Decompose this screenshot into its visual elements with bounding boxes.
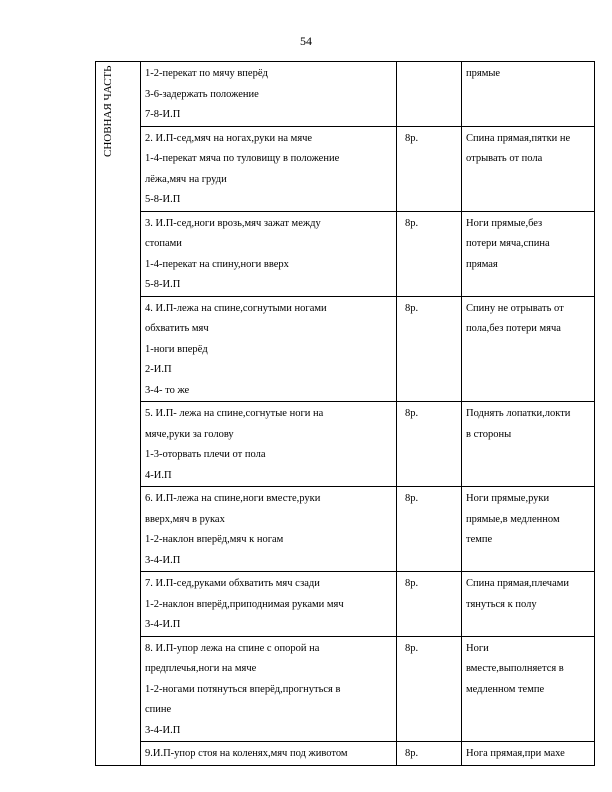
exercise-line: 3-6-задержать положение: [145, 88, 259, 100]
exercise-line: 5-8-И.П: [145, 279, 181, 290]
exercise-line: 5. И.П- лежа на спине,согнутые ноги на: [145, 408, 324, 419]
table-row: [96, 402, 595, 487]
note-cell: [462, 296, 595, 402]
exercise-line: 4. И.П-лежа на спине,согнутыми ногами: [145, 302, 327, 314]
table-row: [96, 636, 595, 742]
note-line: Ноги: [466, 642, 489, 654]
dose-cell: [397, 296, 462, 402]
section-cell: [96, 62, 141, 766]
dose-cell: [397, 402, 462, 487]
exercise-line: обхватить мяч: [145, 323, 209, 334]
note-line: Ноги прямые,руки: [466, 493, 550, 504]
exercise-cell: [141, 636, 397, 742]
section-label: СНОВНАЯ ЧАСТЬ: [102, 66, 114, 158]
table-row: [96, 487, 595, 572]
exercise-line: 1-4-перекат мяча по туловищу в положение: [145, 153, 340, 164]
dose-value: 8р.: [405, 132, 419, 144]
note-line: Спина прямая,пятки не: [466, 132, 571, 144]
exercise-line: 3-4-И.П: [145, 619, 181, 630]
exercise-line: 1-2-перекат по мячу вперёд: [145, 68, 268, 79]
exercise-line: 3-4-И.П: [145, 724, 181, 736]
exercise-line: 2-И.П: [145, 364, 172, 375]
note-cell: [462, 487, 595, 572]
dose-cell: [397, 487, 462, 572]
exercise-cell: [141, 296, 397, 402]
exercise-line: 1-2-наклон вперёд,мяч к ногам: [145, 534, 284, 545]
exercise-cell: [141, 211, 397, 296]
exercise-line: 3-4-И.П: [145, 554, 181, 566]
exercise-line: 1-ноги вперёд: [145, 343, 208, 355]
exercise-table: [95, 61, 595, 766]
note-line: вместе,выполняется в: [466, 663, 564, 674]
exercise-line: 1-3-оторвать плечи от пола: [145, 449, 266, 460]
exercise-line: 2. И.П-сед,мяч на ногах,руки на мяче: [145, 132, 313, 144]
exercise-line: 9.И.П-упор стоя на коленях,мяч под животом: [145, 748, 348, 759]
note-cell: [462, 62, 595, 127]
exercise-line: 7-8-И.П: [145, 109, 181, 120]
note-line: темпе: [466, 534, 493, 545]
note-cell: [462, 211, 595, 296]
exercise-cell: [141, 742, 397, 766]
exercise-line: 7. И.П-сед,руками обхватить мяч сзади: [145, 578, 320, 589]
exercise-line: 4-И.П: [145, 469, 172, 481]
exercise-line: вверх,мяч в руках: [145, 513, 225, 525]
exercise-line: 1-4-перекат на спину,ноги вверх: [145, 258, 289, 270]
note-line: тянуться к полу: [466, 598, 537, 610]
note-cell: [462, 742, 595, 766]
exercise-cell: [141, 572, 397, 637]
table-row: [96, 126, 595, 211]
page-number: 54: [300, 34, 312, 48]
note-cell: [462, 636, 595, 742]
note-line: Поднять лопатки,локти: [466, 408, 571, 419]
note-line: Нога прямая,при махе: [466, 748, 565, 759]
dose-cell: [397, 126, 462, 211]
dose-cell: [397, 211, 462, 296]
note-line: Спину не отрывать от: [466, 302, 564, 314]
dose-value: 8р.: [405, 408, 419, 419]
note-line: пола,без потери мяча: [466, 323, 561, 334]
exercise-line: предплечья,ноги на мяче: [145, 663, 257, 674]
dose-value: 8р.: [405, 642, 419, 654]
exercise-line: 6. И.П-лежа на спине,ноги вместе,руки: [145, 493, 321, 504]
dose-cell: [397, 62, 462, 127]
exercise-line: спине: [145, 704, 172, 715]
table-row: [96, 296, 595, 402]
exercise-cell: [141, 126, 397, 211]
dose-value: 8р.: [405, 493, 419, 504]
table-row: [96, 62, 595, 127]
exercise-line: 1-2-ногами потянуться вперёд,прогнуться в: [145, 683, 341, 695]
note-line: прямая: [466, 258, 498, 270]
note-line: Спина прямая,плечами: [466, 578, 569, 589]
dose-value: 8р.: [405, 578, 419, 589]
exercise-line: 5-8-И.П: [145, 194, 181, 205]
note-line: отрывать от пола: [466, 153, 543, 164]
exercise-line: 1-2-наклон вперёд,приподнимая руками мяч: [145, 598, 344, 610]
table-row: [96, 742, 595, 766]
exercise-line: стопами: [145, 238, 182, 249]
table-row: [96, 211, 595, 296]
exercise-line: мяче,руки за голову: [145, 428, 234, 440]
dose-cell: [397, 572, 462, 637]
dose-cell: [397, 636, 462, 742]
note-line: в стороны: [466, 428, 512, 440]
note-line: Ноги прямые,без: [466, 217, 543, 229]
dose-value: 8р.: [405, 748, 419, 759]
exercise-line: лёжа,мяч на груди: [145, 173, 227, 185]
exercise-line: 3. И.П-сед,ноги врозь,мяч зажат между: [145, 217, 321, 229]
exercise-line: 8. И.П-упор лежа на спине с опорой на: [145, 642, 320, 654]
note-line: прямые,в медленном: [466, 513, 560, 525]
dose-value: 8р.: [405, 217, 419, 229]
dose-value: 8р.: [405, 302, 419, 314]
note-line: прямые: [466, 68, 501, 79]
exercise-cell: [141, 402, 397, 487]
note-line: медленном темпе: [466, 683, 545, 695]
note-cell: [462, 402, 595, 487]
exercise-cell: [141, 487, 397, 572]
table-row: [96, 572, 595, 637]
dose-cell: [397, 742, 462, 766]
exercise-line: 3-4- то же: [145, 384, 190, 396]
note-cell: [462, 572, 595, 637]
note-cell: [462, 126, 595, 211]
exercise-cell: [141, 62, 397, 127]
note-line: потери мяча,спина: [466, 238, 550, 249]
